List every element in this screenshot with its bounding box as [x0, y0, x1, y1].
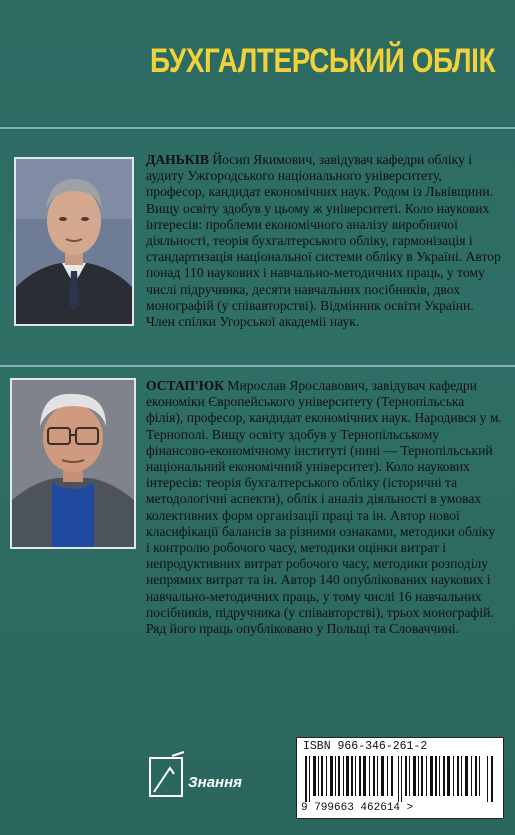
author-1-given-names: Йосип Якимович,: [208, 152, 316, 167]
top-divider: [0, 127, 515, 129]
author-2-photo: [10, 378, 136, 549]
author-2-bio: [146, 378, 502, 637]
isbn-label: ISBN 966-346-261-2: [303, 740, 428, 753]
book-title: БУХГАЛТЕРСЬКИЙ ОБЛІК: [150, 42, 496, 80]
barcode: [303, 756, 497, 802]
author-1-bio: [146, 152, 502, 330]
publisher-name: Знання: [188, 774, 242, 791]
publisher-logo: [148, 750, 258, 798]
middle-divider: [0, 365, 515, 367]
isbn-barcode-box: [296, 737, 504, 819]
author-2-bio-text: завідувач кафедри економіки Європейського університету (Тернопільська філія), професор, кандидат економічних наук. Народився у м. Тернополі. Вищу освіту здобув у Тернопільському фінансово-економічному інституті (нині — Тернопільський національний економічний університет). Коло наукових інтересів: теорія бухгалтерського обліку (історичні та методологічні аспекти), облік і аналіз діяльності в умовах колективних форм організації праці та ін. Автор нової класифікації балансів за різними ознаками, методики обліку і контролю робочого часу, методики оцінки витрат і непродуктивних витрат робочого часу, методики розподілу непрямих витрат та ін. Автор 140 опублікованих наукових і навчально-методичних праць, у тому числі 16 навчальних посібників, підручника (у співавторстві), трьох монографій. Ряд його праць опубліковано у Польщі та Словаччині.: [146, 378, 502, 637]
author-1-surname: ДАНЬКІВ: [146, 152, 209, 167]
author-1-photo: [14, 157, 134, 326]
author-2-surname: ОСТАП'ЮК: [146, 378, 224, 393]
author-2-given-names: Мирослав Ярославович,: [223, 378, 369, 393]
barcode-digits: 9 799663 462614 >: [301, 802, 414, 814]
author-1-bio-text: завідувач кафедри обліку і аудиту Ужгородського національного університету, професор, кандидат економічних наук. Родом із Львівщини. Вищу освіту здобув у цьому ж університеті. Коло наукових інтересів: проблеми економічного аналізу виробничої діяльності, теорія бухгалтерського обліку, гармонізація і стандартизація національної системи обліку в Україні. Автор понад 110 наукових і навчально-методичних праць, у тому числі підручника, десяти навчальних посібників, двох монографій (у співавторстві). Відмінник освіти України. Член спілки Угорської академії наук.: [146, 152, 501, 330]
